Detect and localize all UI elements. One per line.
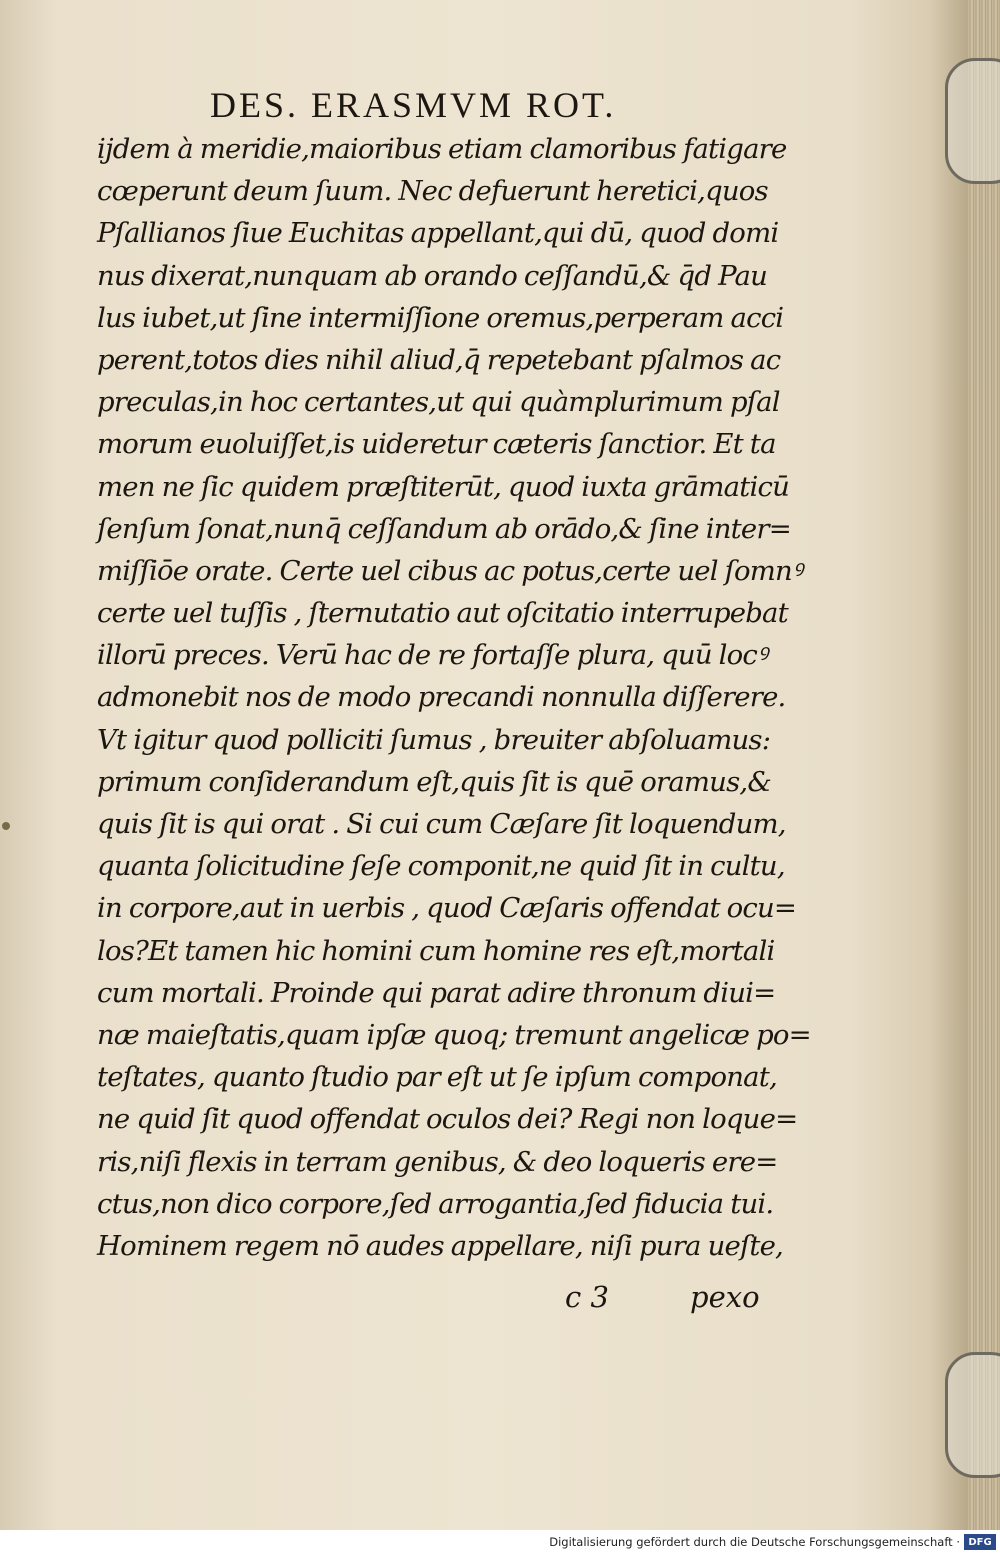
body-text [97,128,811,1267]
text-line: Pſallianos ſiue Euchitas appellant,qui dū, quod domi [97,217,779,250]
text-line: admonebit nos de modo precandi nonnulla diſſerere. [97,681,786,714]
text-line: ijdem à meridie,maioribus etiam clamoribus fatigare [97,133,787,165]
footer-bar [0,1530,1000,1555]
text-line: perent,totos dies nihil aliud,q̄ repetebant pſalmos ac [97,343,781,376]
page-edge [968,0,1000,1530]
text-line: morum euoluiſſet,is uideretur cæteris ſanctior. Et ta [97,428,776,461]
text-line: næ maieſtatis,quam ipſæ quoq; tremunt angelicæ po= [97,1018,811,1051]
text-line: ſenſum ſonat,nunq̄ ceſſandum ab orādo,& ſine inter= [97,512,791,545]
text-line: ctus,non dico corpore,ſed arrogantia,ſed fiducia tui. [97,1187,774,1220]
text-line: ne quid ſit quod offendat oculos dei? Regi non loque= [97,1103,798,1136]
text-line: preculas,in hoc certantes,ut qui quàmplurimum pſal [97,386,780,419]
text-line: lus iubet,ut ſine intermiſſione oremus,perperam acci [97,301,784,334]
text-line: ris,niſi flexis in terram genibus, & deo loqueris ere= [97,1145,778,1178]
margin-dot [2,822,10,830]
text-line: illorū preces. Verū hac de re fortaſſe plura, quū locꝰ [97,639,767,672]
text-line: men ne ſic quidem præſtiterūt, quod iuxta grāmaticū [97,470,789,503]
page-clip-top [945,58,1000,184]
running-header: DES. ERASMVM ROT. [210,85,617,125]
catchword: pexo [690,1280,760,1314]
text-line: primum conſiderandum eſt,quis ſit is quē oramus,& [97,765,772,798]
text-line: quanta ſolicitudine ſeſe componit,ne quid ſit in cultu, [97,850,785,883]
text-line: cœperunt deum ſuum. Nec defuerunt heretici,quos [97,175,768,208]
signature-mark: c 3 [565,1280,609,1314]
text-line: quis ſit is qui orat . Si cui cum Cæſare ſit loquendum, [97,808,786,840]
text-line: nus dixerat,nunquam ab orando ceſſandū,& q̄d Pau [97,259,768,292]
text-line: los?Et tamen hic homini cum homine res eſt,mortali [97,934,775,967]
dfg-logo-icon: DFG [964,1534,996,1550]
text-line: in corpore,aut in uerbis , quod Cæſaris offendat ocu= [97,892,797,925]
funding-credit: Digitalisierung gefördert durch die Deutsche Forschungsgemeinschaft · [549,1535,960,1549]
text-line: miſſiōe orate. Certe uel cibus ac potus,certe uel ſomnꝰ [97,554,802,587]
text-line: Vt igitur quod polliciti ſumus , breuiter abſoluamus: [97,723,771,756]
text-line: Hominem regem nō audes appellare, niſi pura ueſte, [97,1229,783,1262]
text-line: cum mortali. Proinde qui parat adire thronum diui= [97,976,776,1009]
text-line: teſtates, quanto ſtudio par eſt ut ſe ipſum componat, [97,1061,777,1094]
text-line: certe uel tuſſis , ſternutatio aut oſcitatio interrupebat [97,597,788,630]
page-clip-bottom [945,1352,1000,1478]
